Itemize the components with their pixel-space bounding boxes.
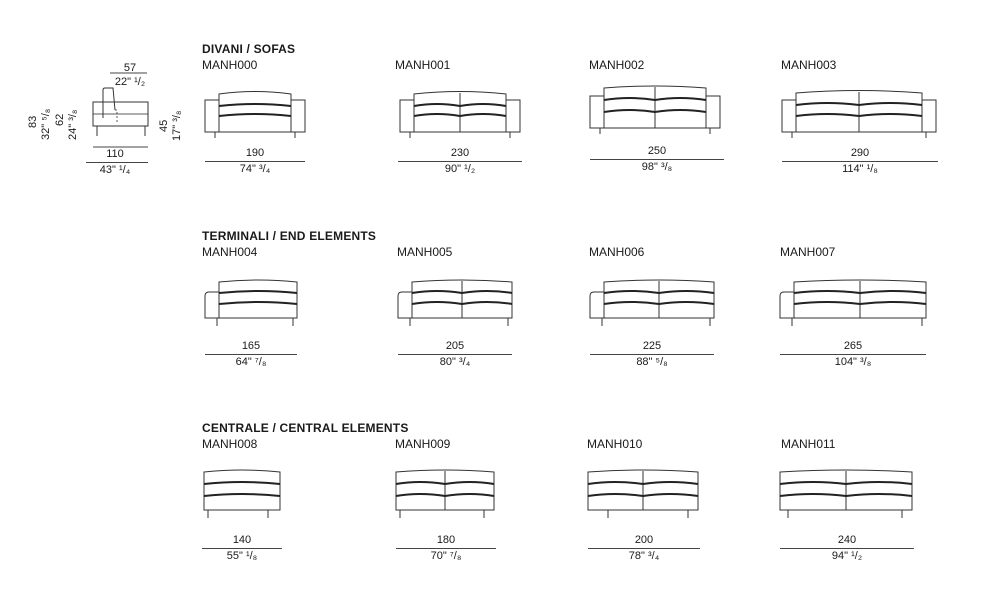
product-code: MANH002 xyxy=(589,58,645,72)
width-cm: 290 xyxy=(850,147,870,159)
sofa-drawing xyxy=(780,470,912,522)
sofa-drawing xyxy=(205,280,297,330)
product-code: MANH000 xyxy=(202,58,258,72)
width-in: 74" ³/₄ xyxy=(239,163,271,175)
product-code: MANH005 xyxy=(397,245,453,259)
dimension-rule xyxy=(205,354,297,355)
width-in: 90" ¹/₂ xyxy=(444,163,476,175)
width-cm: 250 xyxy=(647,145,667,157)
dimension-rule xyxy=(398,354,512,355)
width-cm: 180 xyxy=(436,534,456,546)
width-cm: 240 xyxy=(837,534,857,546)
product-code: MANH011 xyxy=(781,437,836,451)
width-in: 104" ³/₈ xyxy=(834,356,872,368)
dimension-rule xyxy=(202,548,282,549)
width-in: 78" ³/₄ xyxy=(628,550,660,562)
height-in: 32" ⁵/₈ xyxy=(40,108,52,140)
product-code: MANH004 xyxy=(202,245,258,259)
dimension-rule xyxy=(590,354,714,355)
product-code: MANH010 xyxy=(587,437,643,451)
sofa-drawing xyxy=(782,90,936,140)
section-title: TERMINALI / END ELEMENTS xyxy=(202,229,377,243)
seat-height-in: 17" ³/₈ xyxy=(171,110,183,141)
product-code: MANH006 xyxy=(589,245,645,259)
width-in: 55" ¹/₈ xyxy=(226,550,258,562)
section-title: DIVANI / SOFAS xyxy=(202,42,296,56)
sofa-drawing xyxy=(205,90,305,140)
width-in: 64" ⁷/₈ xyxy=(235,356,267,368)
dimension-rule xyxy=(588,548,700,549)
width-cm: 200 xyxy=(634,534,654,546)
sofa-drawing xyxy=(588,470,698,522)
sofa-drawing xyxy=(590,280,714,330)
back-height-cm: 62 xyxy=(54,113,66,126)
width-in: 88" ⁵/₈ xyxy=(636,356,668,368)
width-in: 114" ¹/₈ xyxy=(842,163,878,175)
width-cm: 230 xyxy=(450,147,470,159)
width-in: 94" ¹/₂ xyxy=(831,550,863,562)
width-cm: 190 xyxy=(245,147,265,159)
width-cm: 165 xyxy=(241,340,261,352)
sofa-drawing xyxy=(590,86,720,136)
product-code: MANH001 xyxy=(395,58,451,72)
width-in: 98" ³/₈ xyxy=(641,161,673,173)
sofa-drawing xyxy=(396,470,494,522)
sofa-drawing xyxy=(204,470,280,522)
dimension-rule xyxy=(590,159,724,160)
sofa-drawing xyxy=(398,280,512,330)
dimension-rule xyxy=(780,548,914,549)
sofa-drawing xyxy=(400,90,520,140)
sofa-drawing xyxy=(780,280,926,330)
product-code: MANH008 xyxy=(202,437,258,451)
dimension-rule xyxy=(396,548,496,549)
dimension-rule xyxy=(398,161,522,162)
width-in: 80" ³/₄ xyxy=(439,356,471,368)
product-code: MANH009 xyxy=(395,437,451,451)
width-cm: 140 xyxy=(232,534,252,546)
dimension-rule xyxy=(780,354,926,355)
width-cm: 265 xyxy=(843,340,863,352)
width-cm: 205 xyxy=(445,340,465,352)
section-title: CENTRALE / CENTRAL ELEMENTS xyxy=(202,421,409,435)
width-cm: 225 xyxy=(642,340,662,352)
depth-cm: 110 xyxy=(106,148,124,160)
product-code: MANH007 xyxy=(780,245,836,259)
product-code: MANH003 xyxy=(781,58,837,72)
width-in: 70" ⁷/₈ xyxy=(430,550,462,562)
seat-depth-cm: 57 xyxy=(123,62,137,74)
depth-rule xyxy=(86,162,148,163)
depth-in: 43" ¹/₄ xyxy=(99,164,131,176)
dimension-rule xyxy=(782,161,938,162)
dimension-rule xyxy=(205,161,305,162)
seat-depth-in: 22" ¹/₂ xyxy=(114,76,146,88)
seat-height-cm: 45 xyxy=(158,119,170,132)
back-height-in: 24" ³/₈ xyxy=(67,109,79,140)
height-cm: 83 xyxy=(27,115,39,128)
